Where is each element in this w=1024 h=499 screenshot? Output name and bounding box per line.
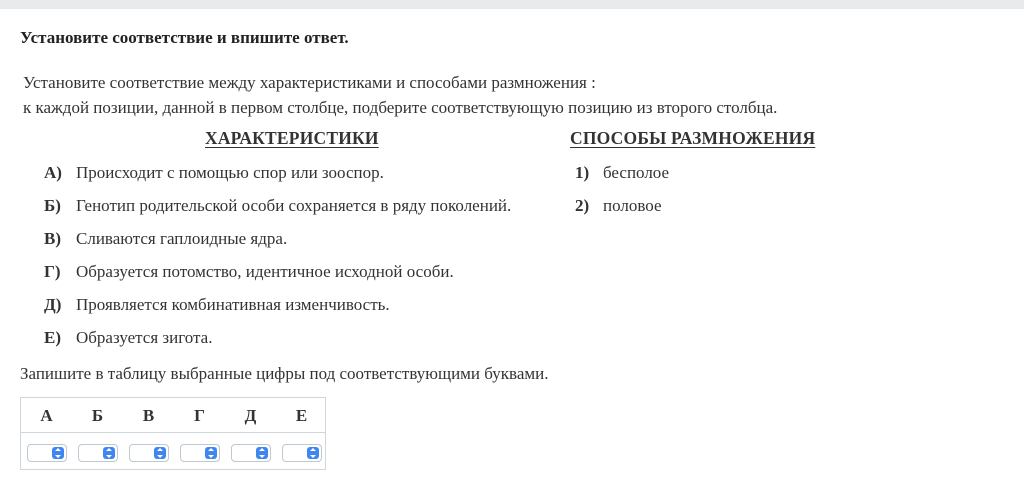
chevron-up-down-icon <box>52 447 64 459</box>
answer-select-a[interactable] <box>27 444 67 462</box>
answer-select-v[interactable] <box>129 444 169 462</box>
method-item-2 <box>575 196 662 216</box>
answer-header-a: А <box>40 406 53 425</box>
intro-line-2: к каждой позиции, данной в первом столбце, подберите соответствующую позицию из второго столбца. <box>23 98 778 117</box>
method-number: 1) <box>575 163 590 182</box>
method-text: бесполое <box>603 163 670 182</box>
methods-header: СПОСОБЫ РАЗМНОЖЕНИЯ <box>570 128 816 148</box>
task-title: Установите соответствие и впишите ответ. <box>20 28 349 47</box>
characteristic-text: Образуется потомство, идентичное исходной особи. <box>76 262 454 281</box>
characteristic-item-g <box>44 262 454 282</box>
answer-header-d: Д <box>244 406 257 425</box>
characteristic-letter: Б) <box>44 196 61 215</box>
characteristic-text: Образуется зигота. <box>76 328 213 347</box>
chevron-up-down-icon <box>154 447 166 459</box>
chevron-up-down-icon <box>205 447 217 459</box>
characteristic-item-b <box>44 196 511 216</box>
characteristic-letter: Г) <box>44 262 61 281</box>
characteristic-item-v <box>44 229 287 249</box>
characteristic-item-d <box>44 295 390 315</box>
answer-header-v: В <box>142 406 155 425</box>
chevron-up-down-icon <box>307 447 319 459</box>
characteristic-letter: В) <box>44 229 61 248</box>
answer-header-e: Е <box>295 406 308 425</box>
characteristic-letter: Д) <box>44 295 62 314</box>
characteristic-letter: А) <box>44 163 62 182</box>
characteristic-letter: Е) <box>44 328 61 347</box>
answer-select-d[interactable] <box>231 444 271 462</box>
characteristic-text: Проявляется комбинативная изменчивость. <box>76 295 390 314</box>
chevron-up-down-icon <box>256 447 268 459</box>
answer-header-row <box>21 398 325 433</box>
method-item-1 <box>575 163 669 183</box>
top-bar <box>0 0 1024 9</box>
answer-header-g: Г <box>194 406 205 425</box>
characteristic-text: Генотип родительской особи сохраняется в ряду поколений. <box>76 196 512 215</box>
characteristic-item-a <box>44 163 384 183</box>
characteristic-item-e <box>44 328 212 348</box>
chevron-up-down-icon <box>103 447 115 459</box>
method-text: половое <box>603 196 662 215</box>
answer-table <box>20 397 326 470</box>
intro-line-1: Установите соответствие между характеристиками и способами размножения : <box>23 73 596 92</box>
answer-select-b[interactable] <box>78 444 118 462</box>
task-intro <box>23 70 777 120</box>
answer-header-b: Б <box>91 406 104 425</box>
characteristics-header: ХАРАКТЕРИСТИКИ <box>205 128 379 148</box>
characteristic-text: Сливаются гаплоидные ядра. <box>76 229 288 248</box>
answer-instruction: Запишите в таблицу выбранные цифры под соответствующими буквами. <box>20 364 549 383</box>
method-number: 2) <box>575 196 590 215</box>
answer-select-g[interactable] <box>180 444 220 462</box>
answer-select-e[interactable] <box>282 444 322 462</box>
characteristic-text: Происходит с помощью спор или зооспор. <box>76 163 384 182</box>
